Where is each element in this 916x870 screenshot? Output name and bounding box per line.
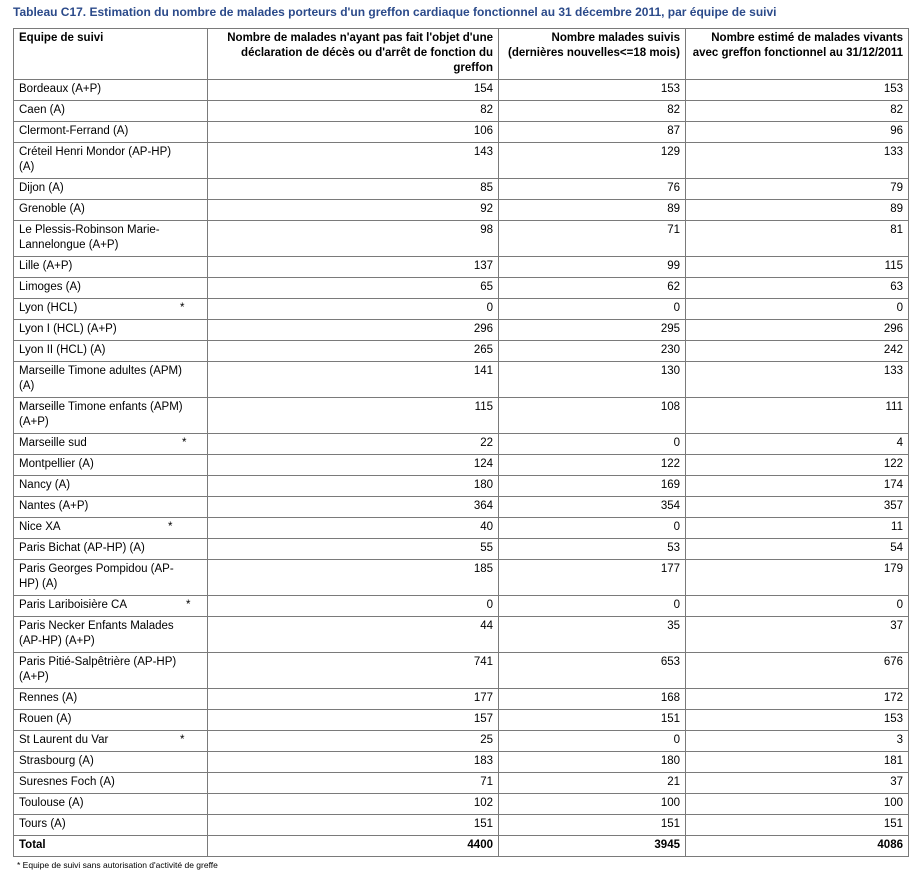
table-row	[14, 653, 909, 689]
declared-value: 106	[208, 122, 499, 143]
followed-value: 0	[499, 731, 686, 752]
followed-value: 151	[499, 710, 686, 731]
header-estimated: Nombre estimé de malades vivants avec greffon fonctionnel au 31/12/2011	[686, 29, 909, 80]
table-row	[14, 221, 909, 257]
declared-value: 137	[208, 257, 499, 278]
team-name-cell	[14, 476, 208, 497]
team-name-cell	[14, 497, 208, 518]
team-name: Lille (A+P)	[19, 260, 73, 272]
declared-value: 0	[208, 299, 499, 320]
team-name-cell	[14, 689, 208, 710]
followed-value: 87	[499, 122, 686, 143]
table-row	[14, 689, 909, 710]
followed-value: 35	[499, 617, 686, 653]
team-name-cell	[14, 257, 208, 278]
footnote: * Equipe de suivi sans autorisation d'activité de greffe	[17, 860, 218, 870]
team-name: Suresnes Foch (A)	[19, 776, 115, 788]
team-name: Lyon (HCL)	[19, 302, 78, 314]
estimated-value: 82	[686, 101, 909, 122]
followed-value: 76	[499, 179, 686, 200]
declared-value: 65	[208, 278, 499, 299]
table-row	[14, 539, 909, 560]
declared-value: 177	[208, 689, 499, 710]
table-row	[14, 794, 909, 815]
team-name: Bordeaux (A+P)	[19, 83, 102, 95]
team-name-cell	[14, 320, 208, 341]
declared-value: 71	[208, 773, 499, 794]
team-name-cell	[14, 539, 208, 560]
table-row	[14, 257, 909, 278]
team-name-cell	[14, 794, 208, 815]
table-row	[14, 476, 909, 497]
header-row	[14, 29, 909, 80]
no-authorization-marker: *	[182, 437, 187, 449]
followed-value: 295	[499, 320, 686, 341]
table-row	[14, 596, 909, 617]
team-name: Caen (A)	[19, 104, 66, 116]
followed-value: 169	[499, 476, 686, 497]
total-estimated: 4086	[686, 836, 909, 857]
declared-value: 741	[208, 653, 499, 689]
table-title: Tableau C17. Estimation du nombre de malades porteurs d'un greffon cardiaque fonctionnel au 31 décembre 2011, par équipe de suivi	[13, 5, 777, 19]
table-row	[14, 320, 909, 341]
table-row	[14, 752, 909, 773]
declared-value: 98	[208, 221, 499, 257]
team-name-cell	[14, 518, 208, 539]
table-row	[14, 560, 909, 596]
table-row	[14, 200, 909, 221]
followed-value: 62	[499, 278, 686, 299]
estimated-value: 179	[686, 560, 909, 596]
estimated-value: 89	[686, 200, 909, 221]
no-authorization-marker: *	[180, 734, 185, 746]
total-row	[14, 836, 909, 857]
header-declared: Nombre de malades n'ayant pas fait l'objet d'une déclaration de décès ou d'arrêt de fonction du greffon	[208, 29, 499, 80]
declared-value: 151	[208, 815, 499, 836]
estimated-value: 3	[686, 731, 909, 752]
declared-value: 115	[208, 398, 499, 434]
declared-value: 180	[208, 476, 499, 497]
estimated-value: 296	[686, 320, 909, 341]
declared-value: 40	[208, 518, 499, 539]
declared-value: 185	[208, 560, 499, 596]
estimated-value: 79	[686, 179, 909, 200]
table-row	[14, 143, 909, 179]
total-followed: 3945	[499, 836, 686, 857]
header-followed: Nombre malades suivis (dernières nouvelles<=18 mois)	[499, 29, 686, 80]
estimated-value: 115	[686, 257, 909, 278]
declared-value: 82	[208, 101, 499, 122]
table-row	[14, 518, 909, 539]
team-name-cell	[14, 596, 208, 617]
table-row	[14, 710, 909, 731]
estimated-value: 4	[686, 434, 909, 455]
declared-value: 102	[208, 794, 499, 815]
team-name: Rouen (A)	[19, 713, 72, 725]
followed-value: 180	[499, 752, 686, 773]
estimated-value: 242	[686, 341, 909, 362]
team-name: Lyon I (HCL) (A+P)	[19, 323, 117, 335]
followed-value: 130	[499, 362, 686, 398]
estimated-value: 174	[686, 476, 909, 497]
followed-value: 89	[499, 200, 686, 221]
declared-value: 22	[208, 434, 499, 455]
followed-value: 653	[499, 653, 686, 689]
table-row	[14, 362, 909, 398]
table-row	[14, 179, 909, 200]
transplant-table	[13, 28, 909, 857]
estimated-value: 153	[686, 710, 909, 731]
declared-value: 55	[208, 539, 499, 560]
estimated-value: 37	[686, 773, 909, 794]
team-name: Rennes (A)	[19, 692, 78, 704]
table-row	[14, 497, 909, 518]
table-row	[14, 122, 909, 143]
header-team: Equipe de suivi	[14, 29, 208, 80]
team-name: Toulouse (A)	[19, 797, 84, 809]
team-name-cell	[14, 80, 208, 101]
followed-value: 151	[499, 815, 686, 836]
team-name: Nantes (A+P)	[19, 500, 89, 512]
team-name: Lyon II (HCL) (A)	[19, 344, 106, 356]
estimated-value: 122	[686, 455, 909, 476]
declared-value: 364	[208, 497, 499, 518]
declared-value: 141	[208, 362, 499, 398]
estimated-value: 172	[686, 689, 909, 710]
estimated-value: 96	[686, 122, 909, 143]
team-name: Strasbourg (A)	[19, 755, 94, 767]
table-row	[14, 617, 909, 653]
estimated-value: 100	[686, 794, 909, 815]
followed-value: 354	[499, 497, 686, 518]
team-name: Tours (A)	[19, 818, 66, 830]
team-name: Le Plessis-Robinson Marie-Lannelongue (A+P)	[19, 224, 160, 251]
team-name-cell	[14, 362, 208, 398]
team-name: Grenoble (A)	[19, 203, 85, 215]
estimated-value: 153	[686, 80, 909, 101]
followed-value: 99	[499, 257, 686, 278]
team-name: Marseille Timone adultes (APM) (A)	[19, 365, 182, 392]
team-name: Paris Bichat (AP-HP) (A)	[19, 542, 145, 554]
declared-value: 265	[208, 341, 499, 362]
team-name: Paris Georges Pompidou (AP-HP) (A)	[19, 563, 174, 590]
no-authorization-marker: *	[186, 599, 191, 611]
declared-value: 92	[208, 200, 499, 221]
team-name-cell	[14, 710, 208, 731]
table-row	[14, 278, 909, 299]
team-name-cell	[14, 143, 208, 179]
followed-value: 177	[499, 560, 686, 596]
table-row	[14, 731, 909, 752]
no-authorization-marker: *	[180, 302, 185, 314]
followed-value: 100	[499, 794, 686, 815]
declared-value: 0	[208, 596, 499, 617]
team-name-cell	[14, 179, 208, 200]
team-name-cell	[14, 101, 208, 122]
team-name: Marseille Timone enfants (APM) (A+P)	[19, 401, 183, 428]
team-name-cell	[14, 815, 208, 836]
table-body	[14, 80, 909, 836]
declared-value: 154	[208, 80, 499, 101]
team-name-cell	[14, 455, 208, 476]
team-name-cell	[14, 560, 208, 596]
team-name-cell	[14, 752, 208, 773]
followed-value: 108	[499, 398, 686, 434]
team-name-cell	[14, 731, 208, 752]
team-name-cell	[14, 200, 208, 221]
followed-value: 0	[499, 299, 686, 320]
table-row	[14, 80, 909, 101]
declared-value: 183	[208, 752, 499, 773]
team-name: Clermont-Ferrand (A)	[19, 125, 129, 137]
team-name: Montpellier (A)	[19, 458, 94, 470]
table-row	[14, 455, 909, 476]
no-authorization-marker: *	[168, 521, 173, 533]
team-name: Paris Lariboisière CA	[19, 599, 128, 611]
team-name-cell	[14, 434, 208, 455]
total-label: Total	[14, 836, 208, 857]
team-name-cell	[14, 653, 208, 689]
estimated-value: 676	[686, 653, 909, 689]
followed-value: 0	[499, 434, 686, 455]
followed-value: 82	[499, 101, 686, 122]
table-row	[14, 341, 909, 362]
declared-value: 296	[208, 320, 499, 341]
estimated-value: 133	[686, 362, 909, 398]
estimated-value: 357	[686, 497, 909, 518]
total-declared: 4400	[208, 836, 499, 857]
followed-value: 122	[499, 455, 686, 476]
followed-value: 21	[499, 773, 686, 794]
estimated-value: 181	[686, 752, 909, 773]
table-row	[14, 815, 909, 836]
followed-value: 71	[499, 221, 686, 257]
table-row	[14, 101, 909, 122]
declared-value: 143	[208, 143, 499, 179]
estimated-value: 0	[686, 596, 909, 617]
followed-value: 129	[499, 143, 686, 179]
estimated-value: 81	[686, 221, 909, 257]
declared-value: 124	[208, 455, 499, 476]
table-row	[14, 773, 909, 794]
declared-value: 25	[208, 731, 499, 752]
estimated-value: 151	[686, 815, 909, 836]
team-name-cell	[14, 617, 208, 653]
estimated-value: 54	[686, 539, 909, 560]
team-name: Créteil Henri Mondor (AP-HP) (A)	[19, 146, 172, 173]
team-name: Paris Pitié-Salpêtrière (AP-HP) (A+P)	[19, 656, 177, 683]
estimated-value: 11	[686, 518, 909, 539]
table-row	[14, 299, 909, 320]
team-name: St Laurent du Var	[19, 734, 109, 746]
team-name-cell	[14, 221, 208, 257]
team-name-cell	[14, 398, 208, 434]
followed-value: 153	[499, 80, 686, 101]
team-name: Paris Necker Enfants Malades (AP-HP) (A+P)	[19, 620, 174, 647]
team-name: Nice XA	[19, 521, 61, 533]
declared-value: 85	[208, 179, 499, 200]
team-name-cell	[14, 299, 208, 320]
team-name-cell	[14, 773, 208, 794]
declared-value: 157	[208, 710, 499, 731]
followed-value: 230	[499, 341, 686, 362]
team-name-cell	[14, 122, 208, 143]
estimated-value: 133	[686, 143, 909, 179]
estimated-value: 111	[686, 398, 909, 434]
team-name: Nancy (A)	[19, 479, 71, 491]
estimated-value: 0	[686, 299, 909, 320]
table-row	[14, 398, 909, 434]
followed-value: 168	[499, 689, 686, 710]
declared-value: 44	[208, 617, 499, 653]
table-row	[14, 434, 909, 455]
team-name: Marseille sud	[19, 437, 87, 449]
team-name-cell	[14, 278, 208, 299]
team-name: Dijon (A)	[19, 182, 64, 194]
table-container	[13, 4, 909, 870]
estimated-value: 63	[686, 278, 909, 299]
estimated-value: 37	[686, 617, 909, 653]
followed-value: 0	[499, 596, 686, 617]
team-name: Limoges (A)	[19, 281, 81, 293]
followed-value: 0	[499, 518, 686, 539]
team-name-cell	[14, 341, 208, 362]
followed-value: 53	[499, 539, 686, 560]
